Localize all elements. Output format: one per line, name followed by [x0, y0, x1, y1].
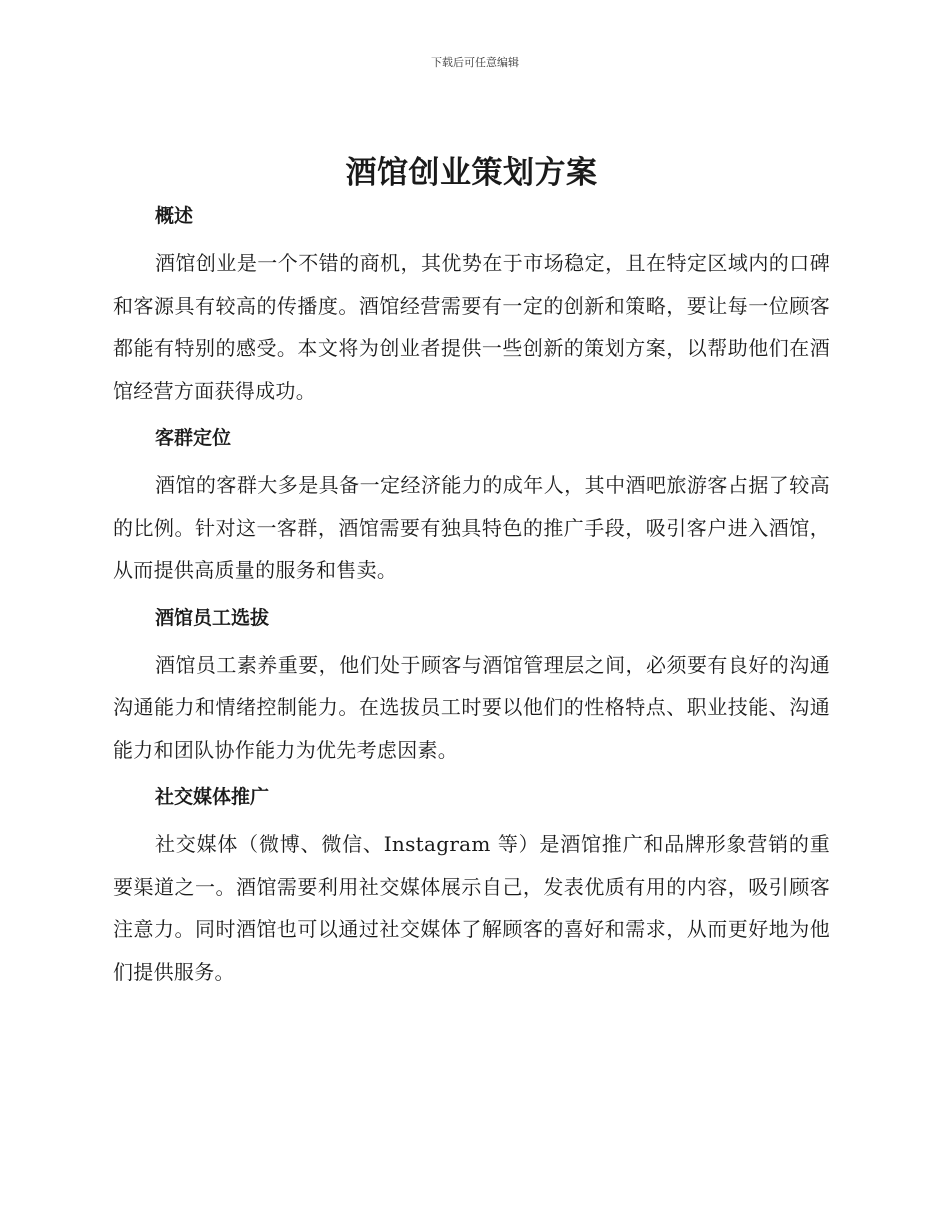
section-customer-positioning — [113, 422, 830, 602]
document-body — [113, 146, 830, 993]
section-paragraph: 酒馆员工素养重要，他们处于顾客与酒馆管理层之间，必须要有良好的沟通沟通能力和情绪控制能力。在选拔员工时要以他们的性格特点、职业技能、沟通能力和团队协作能力为优先考虑因素。 — [113, 652, 830, 762]
document-title: 酒馆创业策划方案 — [345, 155, 598, 191]
section-paragraph: 酒馆创业是一个不错的商机，其优势在于市场稳定，且在特定区域内的口碑和客源具有较高的传播度。酒馆经营需要有一定的创新和策略，要让每一位顾客都能有特别的感受。本文将为创业者提供一些创新的策划方案，以帮助他们在酒馆经营方面获得成功。 — [113, 251, 830, 403]
section-paragraph: 酒馆的客群大多是具备一定经济能力的成年人，其中酒吧旅游客占据了较高的比例。针对这一客群，酒馆需要有独具特色的推广手段，吸引客户进入酒馆，从而提供高质量的服务和售卖。 — [113, 473, 830, 582]
header-note: 下载后可任意编辑 — [431, 56, 519, 69]
section-overview — [113, 200, 830, 422]
section-paragraph: 社交媒体（微博、微信、Instagram 等）是酒馆推广和品牌形象营销的重要渠道之一。酒馆需要利用社交媒体展示自己，发表优质有用的内容，吸引顾客注意力。同时酒馆也可以通过社交媒体了解顾客的喜好和需求，从而更好地为他们提供服务。 — [113, 832, 830, 984]
section-social-media — [113, 781, 830, 993]
section-heading: 社交媒体推广 — [155, 786, 270, 808]
section-heading: 概述 — [155, 205, 194, 227]
section-heading: 客群定位 — [155, 427, 232, 449]
section-staff-selection — [113, 602, 830, 782]
section-heading: 酒馆员工选拔 — [155, 606, 270, 629]
